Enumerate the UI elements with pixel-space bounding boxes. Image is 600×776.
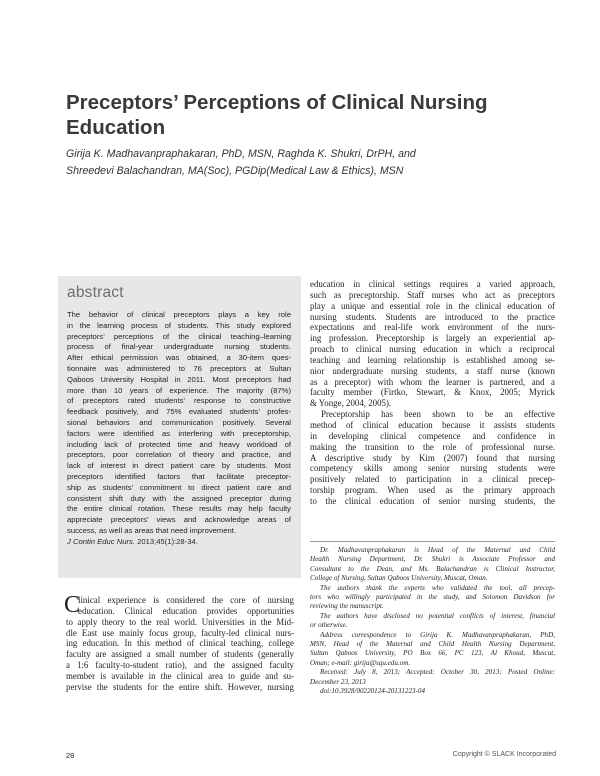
abstract-heading: abstract	[67, 284, 124, 301]
body-line: nior undergraduate nursing students, a staff nurse (known	[310, 365, 555, 376]
body-line: ing profession. Preceptorship is largely an experiential ap-	[310, 333, 555, 344]
citation-journal: J Contin Educ Nurs.	[67, 536, 135, 546]
abstract-line: success, as well as areas that need improvement.	[67, 525, 237, 535]
body-line: making the transition to the role of professional nurse.	[310, 441, 555, 452]
drop-cap: C	[64, 592, 81, 618]
note-line: Received: July 8, 2013; Accepted: October 30, 2013; Posted Online:	[320, 668, 555, 677]
abstract-text	[67, 310, 291, 548]
body-line: proach to clinical nursing education in which a reciprocal	[310, 344, 555, 355]
abstract-line: process of final-year undergraduate nursing students.	[67, 342, 291, 352]
abstract-citation	[67, 537, 291, 548]
abstract-line: preceptors identified factors that facilitate preceptor-	[67, 471, 291, 481]
body-line: Preceptorship has been shown to be an effective	[321, 409, 555, 420]
body-line: teaching and learning relationship is established among se-	[310, 354, 555, 365]
note-line: reviewing the manuscript.	[310, 602, 384, 611]
footnote-divider	[310, 541, 555, 542]
citation-reference: 2013;45(1):28-34.	[134, 536, 198, 546]
abstract-line: The behavior of clinical preceptors plays a key role	[67, 310, 291, 319]
title-line: Education	[66, 116, 166, 139]
body-line: method of clinical education because it assists students	[310, 419, 555, 430]
body-line: to the clinical education of senior nursing students, the	[310, 495, 555, 506]
body-line: torship program. When used as the primary approach	[310, 485, 555, 496]
body-line: as a preceptor) with whom the learner is partnered, and a	[310, 376, 555, 387]
author-line: Girija K. Madhavanpraphakaran, PhD, MSN, Raghda K. Shukri, DrPH, and	[66, 148, 416, 160]
abstract-line: appreciate preceptors’ views and acknowledge areas of	[67, 515, 291, 525]
body-column-right	[310, 279, 555, 507]
body-line: expectations and real-life work environment of the nurs-	[310, 322, 555, 333]
author-notes	[310, 546, 555, 697]
abstract-line: of preceptors rated students’ response to constructive	[67, 396, 291, 406]
body-line: dle East use mainly focus group, faculty-led clinical nurs-	[66, 627, 294, 638]
title-line: Preceptors’ Perceptions of Clinical Nursing	[66, 91, 488, 114]
abstract-line: including lack of protected time and heavy workload of	[67, 439, 291, 449]
note-line: Consultant to the Dean, and Ms. Balachandran is Clinical Instructor,	[310, 564, 555, 573]
doi-line: doi:10.3928/00220124-20131223-04	[320, 687, 426, 696]
body-line: linical experience is considered the core of nursing	[78, 595, 294, 605]
abstract-line: feedback positively, and 75% evaluated students’ profes-	[67, 407, 291, 417]
page-number: 28	[66, 751, 75, 760]
note-line: Oman; e-mail: girija@squ.edu.om.	[310, 658, 411, 667]
note-line: The authors thank the experts who validated the tool, all precep-	[320, 583, 555, 592]
body-line: a 1:6 faculty-to-student ratio), and the assigned faculty	[66, 660, 294, 671]
body-line: play a unique and essential role in the clinical education of	[310, 300, 555, 311]
body-line: positively related to participation in a clinical precep-	[310, 474, 555, 485]
body-line: to apply theory to the real world. Universities in the Mid-	[66, 616, 294, 627]
author-line: Shreedevi Balachandran, MA(Soc), PGDip(Medical Law & Ethics), MSN	[66, 165, 404, 177]
abstract-line: consistent shift duty with the assigned preceptor during	[67, 493, 291, 503]
body-line: & Yonge, 2004, 2005).	[310, 398, 392, 409]
abstract-line: the entire clinical rotation. These results may help faculty	[67, 504, 291, 514]
note-line: or otherwise.	[310, 621, 348, 630]
author-byline	[66, 146, 546, 180]
body-column-left	[64, 592, 294, 693]
abstract-line: preceptors’ perceptions of the clinical teaching–learning	[67, 331, 291, 341]
note-line: MSN, Head of the Maternal and Child Health Nursing Department,	[310, 640, 555, 649]
abstract-line: ship as students’ commitment to direct patient care and	[67, 482, 291, 492]
body-line: such as preceptorship. Staff nurses who act as preceptors	[310, 289, 555, 300]
body-line: in developing clinical competence and confidence in	[310, 430, 555, 441]
copyright-notice: Copyright © SLACK Incorporated	[452, 751, 556, 758]
body-line: A descriptive study by Kim (2007) found that nursing	[310, 452, 555, 463]
note-line: tors who willingly participated in the study, and Solomon Davidson for	[310, 593, 555, 602]
abstract-line: in the learning process of students. This study explored	[67, 320, 291, 330]
abstract-line: more than 10 years of experience. The majority (87%)	[67, 385, 291, 395]
abstract-line: preceptors, poor correlation of theory and practice, and	[67, 450, 291, 460]
note-line: Address correspondence to Girija K. Madhavanpraphakaran, PhD,	[320, 630, 555, 639]
note-line: College of Nursing, Sultan Qaboos University, Muscat, Oman.	[310, 574, 488, 583]
abstract-line: factors were identified as interfering with preceptorship,	[67, 428, 291, 438]
note-line: Sultan Qaboos University, PO Box 66, PC 123, Al Khoud, Muscat,	[310, 649, 555, 658]
article-title	[66, 90, 536, 140]
body-line: member is available in the clinical area to guide and su-	[66, 670, 294, 681]
abstract-line: After ethical permission was obtained, a 30-item ques-	[67, 353, 291, 363]
note-line: Dr. Madhavanpraphakaran is Head of the Maternal and Child	[320, 546, 555, 554]
abstract-line: tionnaire was administered to 76 preceptors at Sultan	[67, 363, 291, 373]
body-line: education in clinical settings requires a varied approach,	[310, 279, 555, 289]
abstract-line: lack of interest in direct patient care by students. Most	[67, 461, 291, 471]
body-line: faculty are assigned a small number of students (generally	[66, 649, 294, 660]
note-line: Health Nursing Department, Dr. Shukri is Associate Professor and	[310, 555, 555, 564]
body-line: nursing students. Students are introduced to the practice	[310, 311, 555, 322]
body-line: pervise the students for the entire shift. However, nursing	[66, 681, 294, 692]
note-line: December 23, 2013	[310, 677, 366, 686]
body-line: competency skills among senior nursing students were	[310, 463, 555, 474]
body-line: education. Clinical education provides opportunities	[78, 605, 294, 616]
abstract-line: Qaboos University Hospital in 2011. Most preceptors had	[67, 374, 291, 384]
body-line: ing education. In this method of clinical teaching, college	[66, 638, 294, 649]
note-line: The authors have disclosed no potential conflicts of interest, financial	[320, 611, 555, 620]
abstract-line: sional behaviors and communication positively. Several	[67, 417, 291, 427]
body-line: faculty member (Firtko, Stewart, & Knox, 2005; Myrick	[310, 387, 555, 398]
